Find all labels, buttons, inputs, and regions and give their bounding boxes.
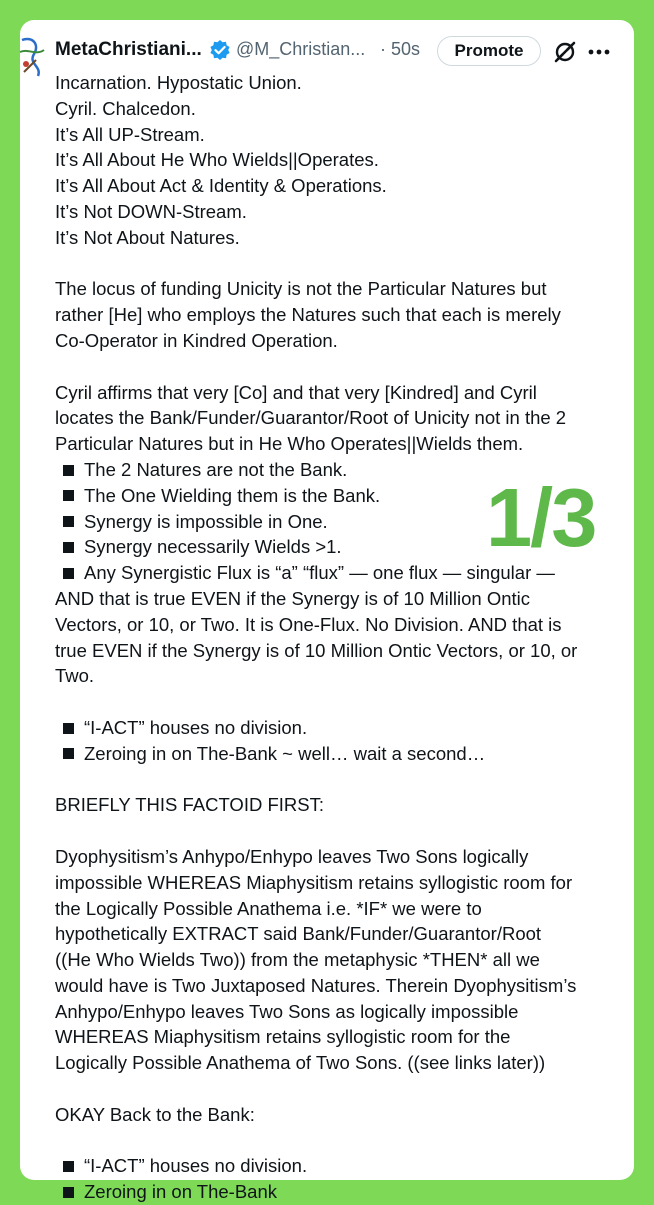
text-line: WHEREAS Miaphysitism retains syllogistic room for the: [55, 1026, 511, 1048]
paragraph-gap: [55, 354, 630, 380]
author-name[interactable]: MetaChristiani...: [55, 39, 202, 60]
paragraph-gap: [55, 1128, 630, 1154]
text-line: rather [He] who employs the Natures such that each is merely: [55, 304, 561, 326]
text-line: Anhypo/Enhypo leaves Two Sons as logically impossible: [55, 1000, 519, 1022]
more-icon[interactable]: [586, 40, 612, 64]
bullet-item: The 2 Natures are not the Bank.: [55, 457, 630, 483]
text-line: true EVEN if the Synergy is of 10 Million Ontic Vectors, or 10, or: [55, 639, 578, 661]
text-line: Logically Possible Anathema of Two Sons. ((see links later)): [55, 1052, 546, 1074]
text-line: hypothetically EXTRACT said Bank/Funder/Guarantor/Root: [55, 923, 542, 945]
bullet-item: Synergy necessarily Wields >1.: [55, 534, 630, 560]
thread-counter-overlay: 1/3: [486, 471, 596, 564]
tweet-card: [20, 20, 634, 1203]
text-line: The locus of funding Unicity is not the Particular Natures but: [55, 278, 547, 300]
text-line: Cyril affirms that very [Co] and that very [Kindred] and Cyril: [55, 381, 537, 403]
text-line: Co-Operator in Kindred Operation.: [55, 329, 338, 351]
text-line: Two.: [55, 665, 95, 687]
text-line: impossible WHEREAS Miaphysitism retains syllogistic room for: [55, 871, 573, 893]
text-line: ((He Who Wields Two)) from the metaphysic *THEN* all we: [55, 949, 540, 971]
grok-icon[interactable]: [553, 40, 577, 64]
text-line: OKAY Back to the Bank:: [55, 1103, 255, 1125]
paragraph-gap: [55, 767, 630, 793]
text-line: AND that is true EVEN if the Synergy is of 10 Million Ontic: [55, 587, 531, 609]
text-line: Incarnation. Hypostatic Union.: [55, 72, 302, 93]
bullet-item: “I-ACT” houses no division.: [55, 1153, 630, 1179]
bullet-item: Zeroing in on The-Bank ~ well… wait a second…: [55, 741, 630, 767]
bullet-item: Any Synergistic Flux is “a” “flux” — one flux — singular —: [55, 560, 630, 586]
tweet-text: [55, 70, 630, 1205]
bullet-item: Synergy is impossible in One.: [55, 509, 630, 535]
text-line: Cyril. Chalcedon.: [55, 97, 196, 119]
text-line: locates the Bank/Funder/Guarantor/Root of Unicity not in the 2: [55, 407, 567, 429]
separator-dot: ·: [380, 39, 386, 59]
bullet-item: “I-ACT” houses no division.: [55, 715, 630, 741]
bullet-item: The One Wielding them is the Bank.: [55, 483, 630, 509]
text-line: It’s Not DOWN-Stream.: [55, 200, 247, 222]
promote-button[interactable]: Promote: [437, 36, 541, 66]
text-line: would have is Two Juxtaposed Natures. Therein Dyophysitism’s: [55, 974, 577, 996]
paragraph-gap: [55, 689, 630, 715]
post-time[interactable]: 50s: [391, 39, 421, 59]
avatar[interactable]: [14, 34, 54, 82]
text-line: It’s All About He Who Wields||Operates.: [55, 149, 379, 171]
bullet-item: Zeroing in on The-Bank: [55, 1179, 630, 1205]
text-line: It’s Not About Natures.: [55, 226, 240, 248]
text-line: Particular Natures but in He Who Operates||Wields them.: [55, 433, 524, 455]
paragraph-gap: [55, 251, 630, 277]
text-line: the Logically Possible Anathema i.e. *IF* we were to: [55, 897, 482, 919]
text-line: Dyophysitism’s Anhypo/Enhypo leaves Two Sons logically: [55, 845, 529, 867]
paragraph-gap: [55, 1076, 630, 1102]
author-handle[interactable]: @M_Christian...: [236, 39, 366, 59]
text-line: BRIEFLY THIS FACTOID FIRST:: [55, 794, 324, 816]
text-line: Vectors, or 10, or Two. It is One-Flux. No Division. AND that is: [55, 613, 562, 635]
verified-badge-icon: [209, 39, 231, 61]
paragraph-gap: [55, 818, 630, 844]
text-line: It’s All UP-Stream.: [55, 123, 205, 145]
text-line: It’s All About Act & Identity & Operations.: [55, 175, 387, 197]
